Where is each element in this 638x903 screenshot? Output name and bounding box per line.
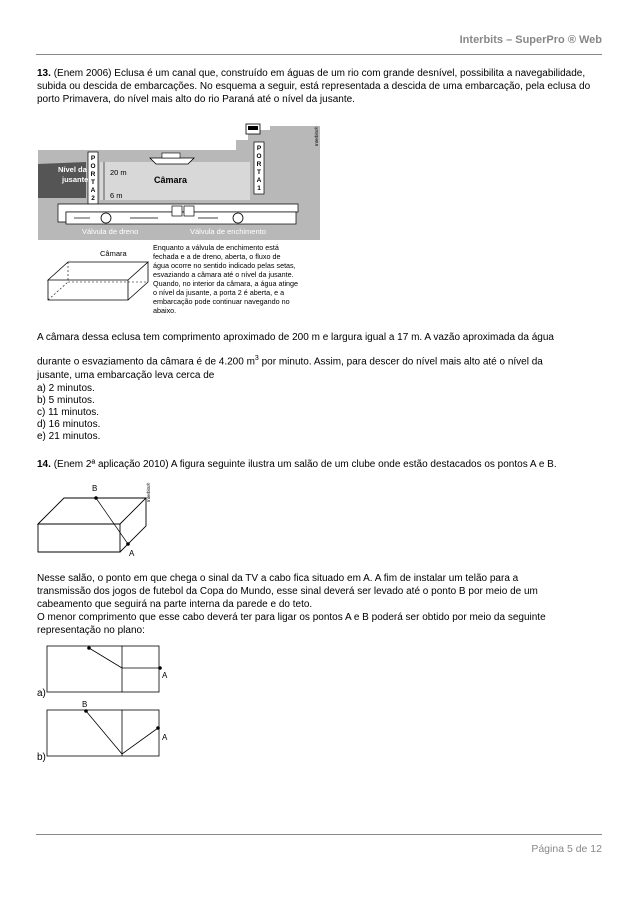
note-line: embarcação pode continuar navegando no xyxy=(153,297,290,306)
point-b: B xyxy=(92,484,98,493)
page-footer xyxy=(36,834,602,863)
porta1-char: T xyxy=(257,169,261,176)
opt-b-point-a: A xyxy=(162,733,168,742)
q13-stem-b xyxy=(37,352,605,368)
dim-20m: 20 m xyxy=(110,168,127,177)
note-line: abaixo. xyxy=(153,306,177,315)
q14-text-line: representação no plano: xyxy=(37,625,145,636)
q14-option-a: a) xyxy=(37,688,46,699)
q14-intro-text: A figura seguinte ilustra um salão de um clube onde estão destacados os pontos A e B. xyxy=(170,459,557,470)
page-number: Página 5 de 12 xyxy=(531,843,602,855)
q13-stem-sup: 3 xyxy=(254,355,259,362)
q13-stem-c: jusante, uma embarcação leva cerca de xyxy=(37,370,215,381)
q13-stem-b2: por minuto. Assim, para descer do nível mais alto até o nível da xyxy=(258,356,543,368)
q14-text-line: Nesse salão, o ponto em que chega o sinal da TV a cabo fica situado em A. A fim de instalar um telão para a xyxy=(37,573,519,584)
note-line: Enquanto a válvula de enchimento está xyxy=(153,243,279,252)
note-line: o nível da jusante, a porta 2 é aberta, e a xyxy=(153,288,285,297)
opt-a-point-a: A xyxy=(162,671,168,680)
q14-text xyxy=(37,572,605,637)
q13-number: 13 xyxy=(37,68,49,79)
q13-option-c: c) 11 minutos. xyxy=(37,407,100,418)
q14-text-line: O menor comprimento que esse cabo deverá ter para ligar os pontos A e B poderá ser obtido por meio da seguinte xyxy=(37,612,546,623)
watermark: Interbits® xyxy=(314,126,319,146)
q13-source: (Enem 2006) xyxy=(53,68,112,79)
option-a-figure xyxy=(46,638,178,694)
porta1-char: R xyxy=(256,161,262,168)
porta1-char: 1 xyxy=(257,185,261,192)
header-title: Interbits – SuperPro ® Web xyxy=(459,34,602,46)
q14-source: (Enem 2ª aplicação 2010) xyxy=(53,459,169,470)
porta2-char: O xyxy=(90,163,96,170)
porta2-char: P xyxy=(90,155,96,162)
q13-stem-b1: durante o esvaziamento da câmara é de 4.200 m xyxy=(37,356,255,368)
note-line: Quando, no interior da câmara, a água atinge xyxy=(153,279,299,288)
valvula-enchimento-label: Válvula de enchimento xyxy=(190,227,266,236)
q13-option-a: a) 2 minutos. xyxy=(37,383,95,394)
q13-option-d: d) 16 minutos. xyxy=(37,419,101,430)
porta2-char: 2 xyxy=(91,195,95,202)
q14-intro: 14. (Enem 2ª aplicação 2010) A figura seguinte ilustra um salão de um clube onde estão destacados os pontos A e B. xyxy=(37,459,557,470)
note-line: esvaziando a câmara até o nível da jusante. xyxy=(153,270,294,279)
porta1-char: O xyxy=(256,153,262,160)
page-header xyxy=(36,34,602,55)
q13-intro-text: Eclusa é um canal que, construído em águas de um rio com grande desnível, possibilita a navegabilidade, subida ou descida de embarcações. No esquema a seguir, está representada a descida de uma embarcação, pela eclusa do porto Primavera, do nível mais alto do rio Paraná até o nível da jusante. xyxy=(37,68,591,105)
dim-6m: 6 m xyxy=(110,191,123,200)
nivel-label-2: jusante xyxy=(62,175,89,184)
opt-b-point-b: B xyxy=(82,700,88,709)
q14-number: 14 xyxy=(37,459,49,470)
nivel-label-1: Nível da xyxy=(58,165,87,174)
q13-option-e: e) 21 minutos. xyxy=(37,431,101,442)
q14-text-line: cabeamento que seguirá na parte interna da parede e do teto. xyxy=(37,599,313,610)
q14-text-line: transmissão dos jogos de futebol da Copa do Mundo, esse sinal deverá ser levado até o ponto B por meio de um xyxy=(37,586,538,597)
valvula-dreno-label: Válvula de dreno xyxy=(82,227,139,236)
q14-option-b: b) xyxy=(37,752,46,763)
porta1-char: P xyxy=(256,145,262,152)
q13-stem-a: A câmara dessa eclusa tem comprimento aproximado de 200 m e largura igual a 17 m. A vazão aproximada da água xyxy=(37,332,554,343)
porta2-char: A xyxy=(90,187,96,194)
watermark: Interbits® xyxy=(146,482,151,502)
point-a: A xyxy=(129,549,135,556)
lock-diagram xyxy=(38,112,328,330)
porta2-char: T xyxy=(91,179,95,186)
porta1-char: A xyxy=(256,177,262,184)
note-line: fechada e a de dreno, aberta, o fluxo de xyxy=(153,252,281,261)
q13-intro: 13. (Enem 2006) Eclusa é um canal que, construído em águas de um rio com grande desnível, possibilita a navegabilidade, subida ou descida de embarcações. No esquema a seguir, está representada a descida de uma embarcação, pela eclusa do porto Primavera, do nível mais alto do rio Paraná até o nível da jusante. xyxy=(37,68,591,105)
option-b-figure xyxy=(46,698,178,758)
q13-option-b: b) 5 minutos. xyxy=(37,395,95,406)
note-line: água ocorre no sentido indicado pelas setas, xyxy=(153,261,296,270)
box-label: Câmara xyxy=(100,249,127,258)
camara-label: Câmara xyxy=(154,175,188,185)
porta2-char: R xyxy=(90,171,96,178)
salao-figure xyxy=(36,478,156,556)
